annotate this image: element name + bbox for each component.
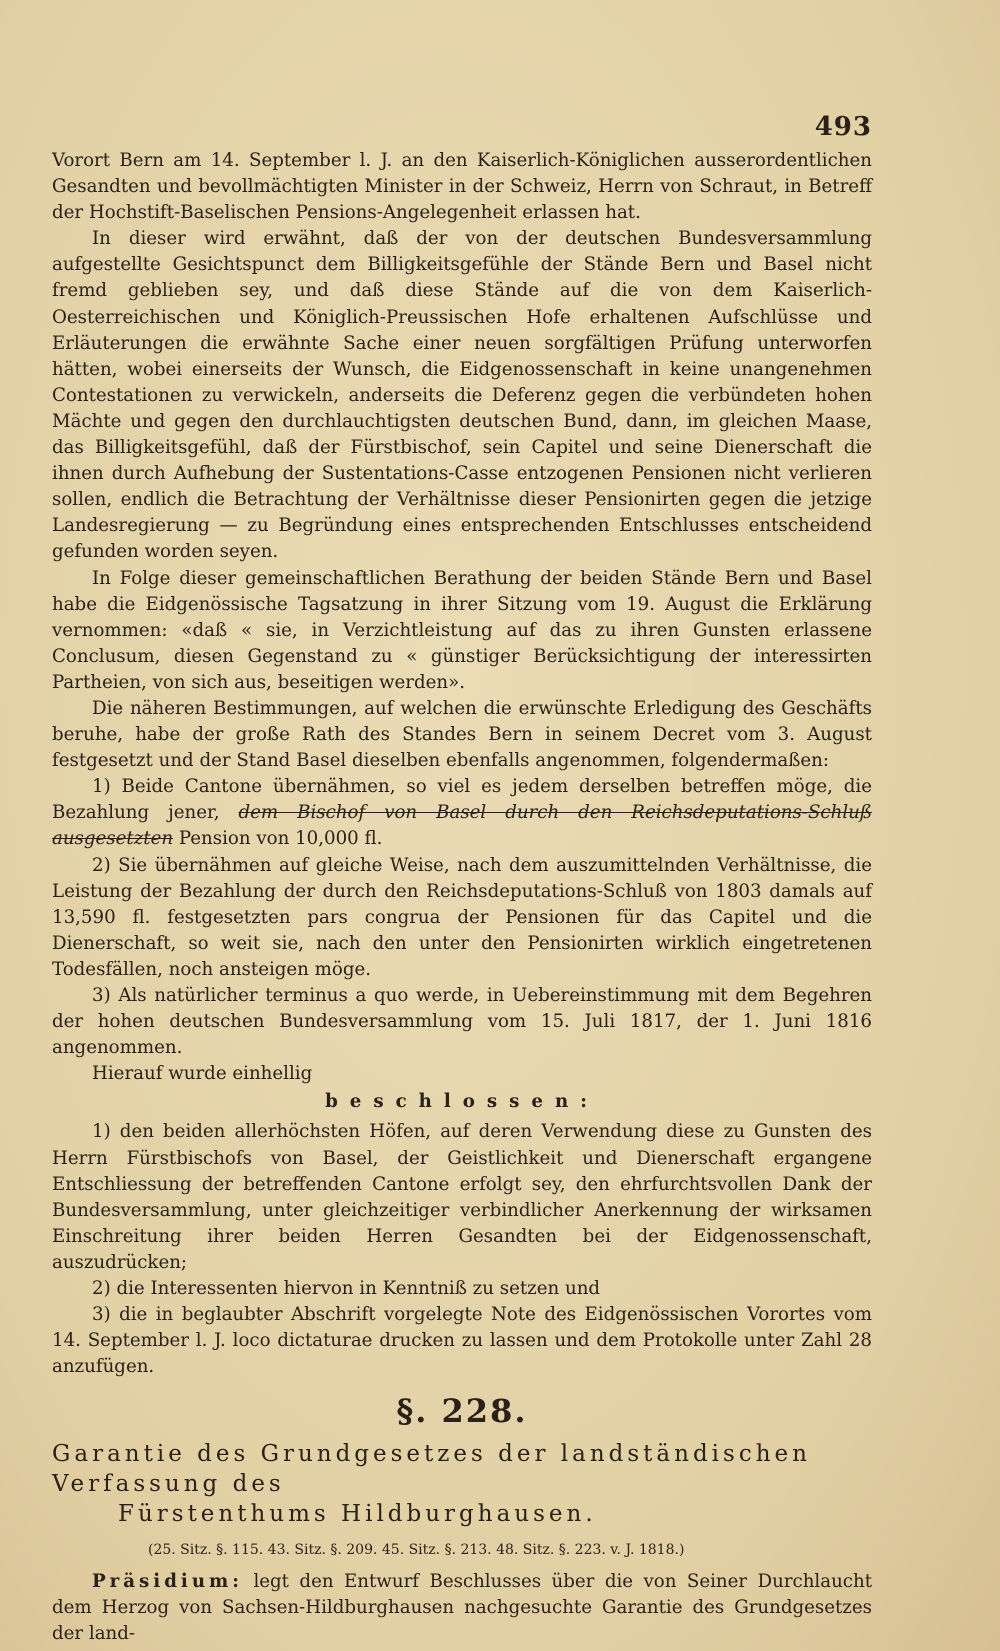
- section-references: (25. Sitz. §. 115. 43. Sitz. §. 209. 45. Sitz. §. 213. 48. Sitz. §. 223. v. J. 1818.): [148, 1541, 685, 1558]
- list-item-2: 2) Sie übernähmen auf gleiche Weise, nach dem auszumittelnden Verhältnisse, die Leistung der Bezahlung der durch den Reichsdeputations-Schluß von 1803 damals auf 13,590 fl. festgesetzten pars congrua der Pensionen für das Capitel und die Dienerschaft, so weit sie, nach den unter den Pensionirten wirklich eingetretenen Todesfällen, noch ansteigen möge.: [52, 854, 872, 980]
- resolution-item: 2) die Interessenten hiervon in Kenntniß zu setzen und: [92, 1278, 601, 1300]
- page-number: 493: [814, 112, 872, 142]
- resolution-intro: Hierauf wurde einhellig: [92, 1063, 313, 1085]
- praesidium-text: legt den Entwurf Beschlusses über die von Seiner Durchlaucht dem Herzog von Sachsen-Hildburghausen nachgesuchte Garantie des Grundgesetzes der land-: [52, 1570, 872, 1644]
- list-item-1: [52, 774, 872, 852]
- section-title-line: Fürstenthums Hildburghausen.: [118, 1500, 597, 1527]
- paragraph: Die näheren Bestimmungen, auf welchen die erwünschte Erledigung des Geschäfts beruhe, habe der große Rath des Standes Bern in seinem Decret vom 3. August festgesetzt und der Stand Basel dieselben ebenfalls angenommen, folgendermaßen:: [52, 697, 872, 772]
- paragraph: In dieser wird erwähnt, daß der von der deutschen Bundesversammlung aufgestellte Gesichtspunct dem Billigkeitsgefühle der Stände Bern und Basel nicht fremd geblieben sey, und daß diese Stände auf die von dem Kaiserlich-Oesterreichischen und Königlich-Preussischen Hofe erhaltenen Aufschlüsse und Erläuterungen die erwähnte Sache einer neuen sorgfältigen Prüfung unterworfen hätten, wobei einerseits der Wunsch, die Eidgenossenschaft in keine unangenehmen Contestationen zu verwickeln, anderseits die Deferenz gegen die verbündeten hohen Mächte und gegen den durchlauchtigsten deutschen Bund, dann, im gleichen Maase, das Billigkeitsgefühl, daß der Fürstbischof, sein Capitel und seine Dienerschaft die ihnen durch Aufhebung der Sustentations-Casse entzogenen Pensionen nicht verlieren sollen, endlich die Betrachtung der Verhältnisse dieser Pensionirten gegen die jetzige Landesregierung — zu Begründung eines entsprechenden Entschlusses entscheidend gefunden worden seyen.: [52, 228, 872, 563]
- section-number: §. 228.: [396, 1392, 528, 1431]
- praesidium-paragraph: [52, 1569, 872, 1647]
- resolution-item: 1) den beiden allerhöchsten Höfen, auf deren Verwendung diese zu Gunsten des Herrn Fürstbischofs von Basel, der Geistlichkeit und Dienerschaft ergangene Entschliessung der betreffenden Cantone erfolgt sey, den ehrfurchtsvollen Dank der Bundesversammlung, unter gleichzeitiger verbindlicher Anerkennung der wirksamen Einschreitung ihrer beiden Herren Gesandten bei der Eidgenossenschaft, auszudrücken;: [52, 1121, 872, 1273]
- resolution-heading: beschlossen:: [325, 1091, 599, 1113]
- list-item-3: 3) Als natürlicher terminus a quo werde, in Uebereinstimmung mit dem Begehren der hohen deutschen Bundesversammlung vom 15. Juli 1817, der 1. Juni 1816 angenommen.: [52, 985, 872, 1059]
- item-text: 1) Beide Cantone übernähmen, so viel es jedem derselben betreffen möge, die Bezahlung jener,: [52, 776, 872, 824]
- resolution-item: 3) die in beglaubter Abschrift vorgelegte Note des Eidgenössischen Vorortes vom 14. September l. J. loco dictaturae drucken zu lassen und dem Protokolle unter Zahl 28 anzufügen.: [52, 1304, 872, 1378]
- paragraph: In Folge dieser gemeinschaftlichen Berathung der beiden Stände Bern und Basel habe die Eidgenössische Tagsatzung in ihrer Sitzung vom 19. August die Erklärung vernommen: «daß « sie, in Verzichtleistung auf das zu ihren Gunsten erlassene Conclusum, diesen Gegenstand zu « günstiger Berücksichtigung der interessirten Partheien, von sich aus, beseitigen werden».: [52, 567, 872, 693]
- struck-text: dem Bischof von Basel durch den Reichsdeputations-Schluß ausgesetzten: [52, 802, 872, 850]
- section-title-line: Garantie des Grundgesetzes der landständischen Verfassung des: [52, 1440, 811, 1497]
- section-title: [52, 1439, 872, 1529]
- page-body: [52, 148, 872, 1647]
- paragraph: Vorort Bern am 14. September l. J. an den Kaiserlich-Königlichen ausserordentlichen Gesandten und bevollmächtigten Minister in der Schweiz, Herrn von Schraut, in Betreff der Hochstift-Baselischen Pensions-Angelegenheit erlassen hat.: [52, 150, 872, 224]
- item-text: Pension von 10,000 fl.: [173, 828, 383, 850]
- praesidium-label: Präsidium:: [92, 1570, 243, 1592]
